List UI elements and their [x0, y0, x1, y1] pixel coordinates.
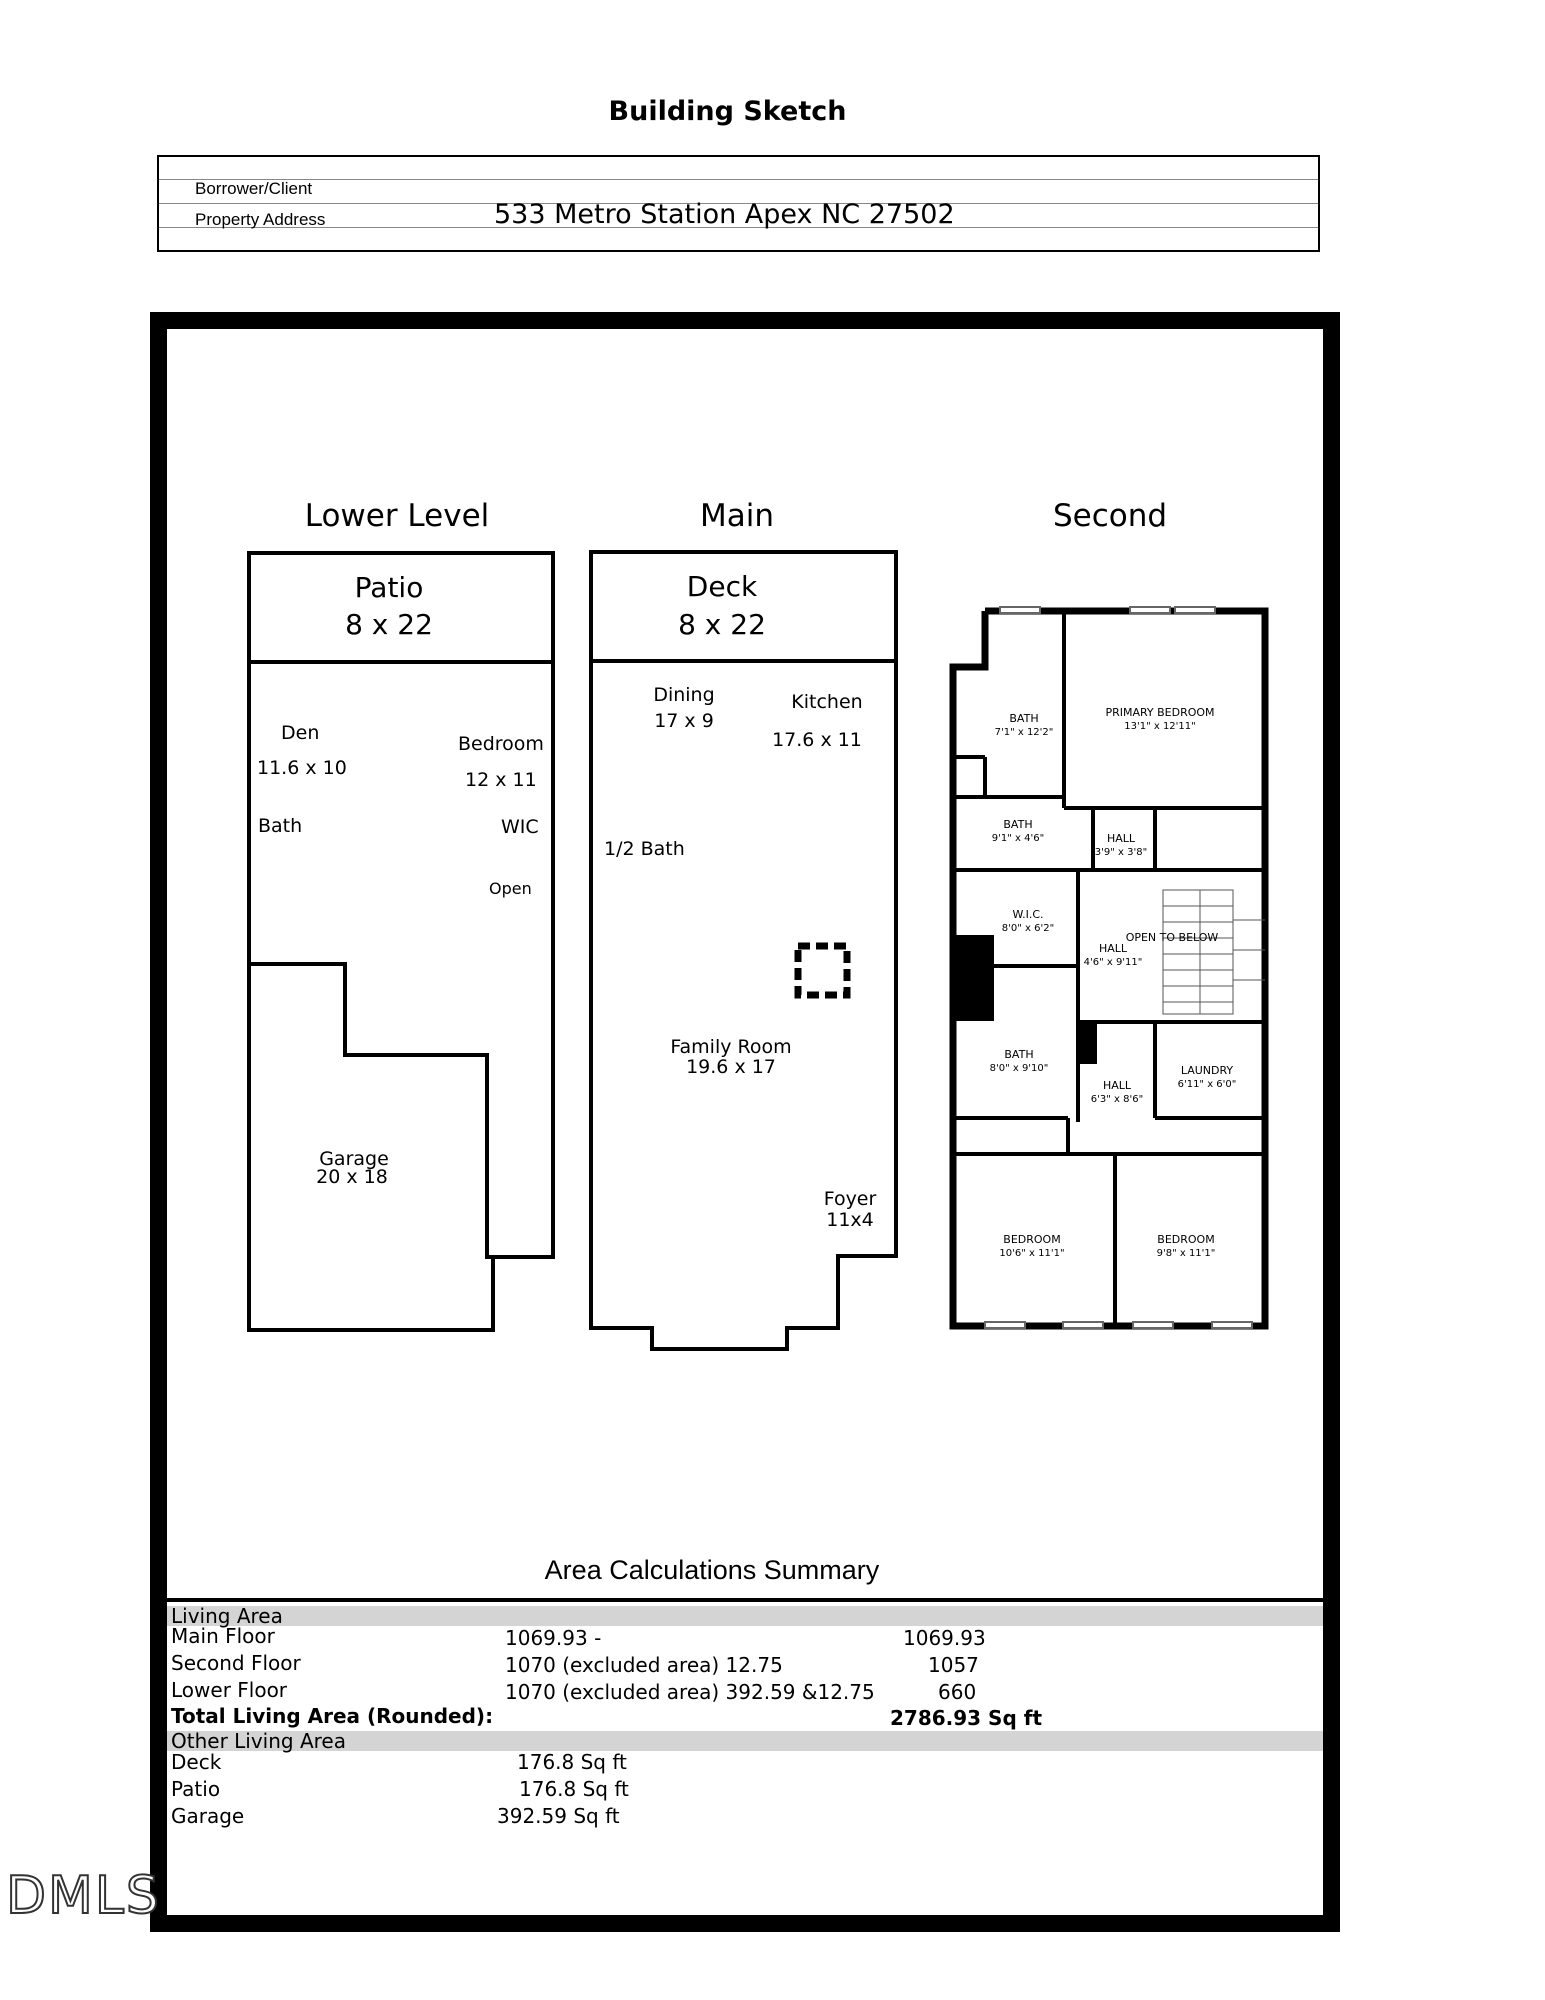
garage-area-label: Garage — [171, 1804, 245, 1828]
lower-floor-calc: 1070 (excluded area) 392.59 &12.75 — [505, 1680, 875, 1704]
second-floor-label: Second Floor — [171, 1651, 301, 1675]
second-bath3-dim: 8'0" x 9'10" — [989, 1063, 1049, 1074]
second-solid-wall-block-small — [1078, 1022, 1097, 1064]
lower-bath-label: Bath — [258, 815, 303, 837]
garage-dim: 20 x 18 — [316, 1166, 388, 1188]
second-wic-label: W.I.C. — [1012, 908, 1044, 921]
patio-label: Patio — [354, 571, 424, 604]
half-bath-label: 1/2 Bath — [604, 838, 685, 860]
second-floor-calc: 1070 (excluded area) 12.75 — [505, 1653, 783, 1677]
lower-open-label: Open — [489, 879, 532, 898]
foyer-dim: 11x4 — [826, 1209, 874, 1231]
property-address-label: Property Address — [195, 210, 326, 229]
main-level-title: Main — [699, 498, 775, 534]
second-bedroom2-dim: 9'8" x 11'1" — [1156, 1248, 1216, 1259]
lower-wic-label: WIC — [501, 816, 539, 838]
family-room-dim: 19.6 x 17 — [686, 1056, 776, 1078]
family-room-label: Family Room — [670, 1036, 792, 1058]
lower-bedroom-dim: 12 x 11 — [465, 769, 537, 791]
second-wic-dim: 8'0" x 6'2" — [1001, 923, 1055, 934]
second-bath1-dim: 7'1" x 12'2" — [994, 727, 1054, 738]
second-bedroom2-label: BEDROOM — [1157, 1233, 1215, 1246]
second-level-title: Second — [1052, 498, 1168, 534]
fireplace-symbol — [798, 946, 847, 995]
second-bath2-dim: 9'1" x 4'6" — [991, 833, 1045, 844]
total-living-label: Total Living Area (Rounded): — [171, 1704, 494, 1728]
deck-area-value: 176.8 Sq ft — [517, 1750, 627, 1774]
total-living-value: 2786.93 Sq ft — [890, 1706, 1043, 1730]
kitchen-label: Kitchen — [791, 691, 863, 713]
main-floor-calc: 1069.93 - — [505, 1626, 602, 1650]
primary-bedroom-dim: 13'1" x 12'11" — [1124, 721, 1196, 732]
second-hall2-label: HALL — [1098, 942, 1128, 955]
lower-level-title: Lower Level — [304, 498, 490, 534]
open-to-below-label: OPEN TO BELOW — [1125, 931, 1219, 944]
other-living-header: Other Living Area — [167, 1731, 1323, 1751]
borrower-label: Borrower/Client — [195, 179, 313, 198]
second-bath3-label: BATH — [1004, 1048, 1034, 1061]
second-bedroom1-label: BEDROOM — [1003, 1233, 1061, 1246]
deck-area-label: Deck — [171, 1750, 222, 1774]
foyer-label: Foyer — [823, 1188, 877, 1210]
dining-label: Dining — [653, 684, 715, 706]
second-hall3-dim: 6'3" x 8'6" — [1090, 1094, 1144, 1105]
primary-bedroom-label: PRIMARY BEDROOM — [1105, 706, 1215, 719]
main-floor-label: Main Floor — [171, 1624, 275, 1648]
main-floor-value: 1069.93 — [903, 1626, 986, 1650]
deck-dim: 8 x 22 — [678, 608, 766, 641]
second-bedroom1-dim: 10'6" x 11'1" — [999, 1248, 1065, 1259]
second-solid-wall-block — [953, 935, 994, 1021]
kitchen-dim: 17.6 x 11 — [772, 729, 862, 751]
lower-level-plan — [249, 553, 553, 1330]
property-address-value: 533 Metro Station Apex NC 27502 — [494, 199, 955, 230]
patio-area-value: 176.8 Sq ft — [519, 1777, 629, 1801]
lower-floor-value: 660 — [938, 1680, 977, 1704]
second-floor-value: 1057 — [928, 1653, 979, 1677]
laundry-dim: 6'11" x 6'0" — [1177, 1079, 1237, 1090]
patio-area-label: Patio — [171, 1777, 221, 1801]
lower-bedroom-label: Bedroom — [458, 733, 544, 755]
laundry-label: LAUNDRY — [1180, 1064, 1234, 1077]
area-summary-title: Area Calculations Summary — [544, 1555, 880, 1585]
area-divider — [167, 1598, 1329, 1602]
deck-label: Deck — [686, 570, 758, 603]
second-bath1-label: BATH — [1009, 712, 1039, 725]
second-hall3-label: HALL — [1102, 1079, 1132, 1092]
patio-dim: 8 x 22 — [345, 608, 433, 641]
second-hall1-dim: 3'9" x 3'8" — [1094, 847, 1148, 858]
watermark-logo: DMLS — [6, 1866, 161, 1926]
second-hall1-label: HALL — [1106, 832, 1136, 845]
living-area-header: Living Area — [167, 1606, 1323, 1626]
garage-label: Garage — [319, 1148, 389, 1170]
page-title: Building Sketch — [608, 96, 847, 127]
lower-floor-label: Lower Floor — [171, 1678, 288, 1702]
garage-area-value: 392.59 Sq ft — [497, 1804, 620, 1828]
second-bath2-label: BATH — [1003, 818, 1033, 831]
den-dim: 11.6 x 10 — [257, 757, 347, 779]
dining-dim: 17 x 9 — [654, 710, 714, 732]
den-label: Den — [281, 722, 320, 744]
second-hall2-dim: 4'6" x 9'11" — [1083, 957, 1143, 968]
